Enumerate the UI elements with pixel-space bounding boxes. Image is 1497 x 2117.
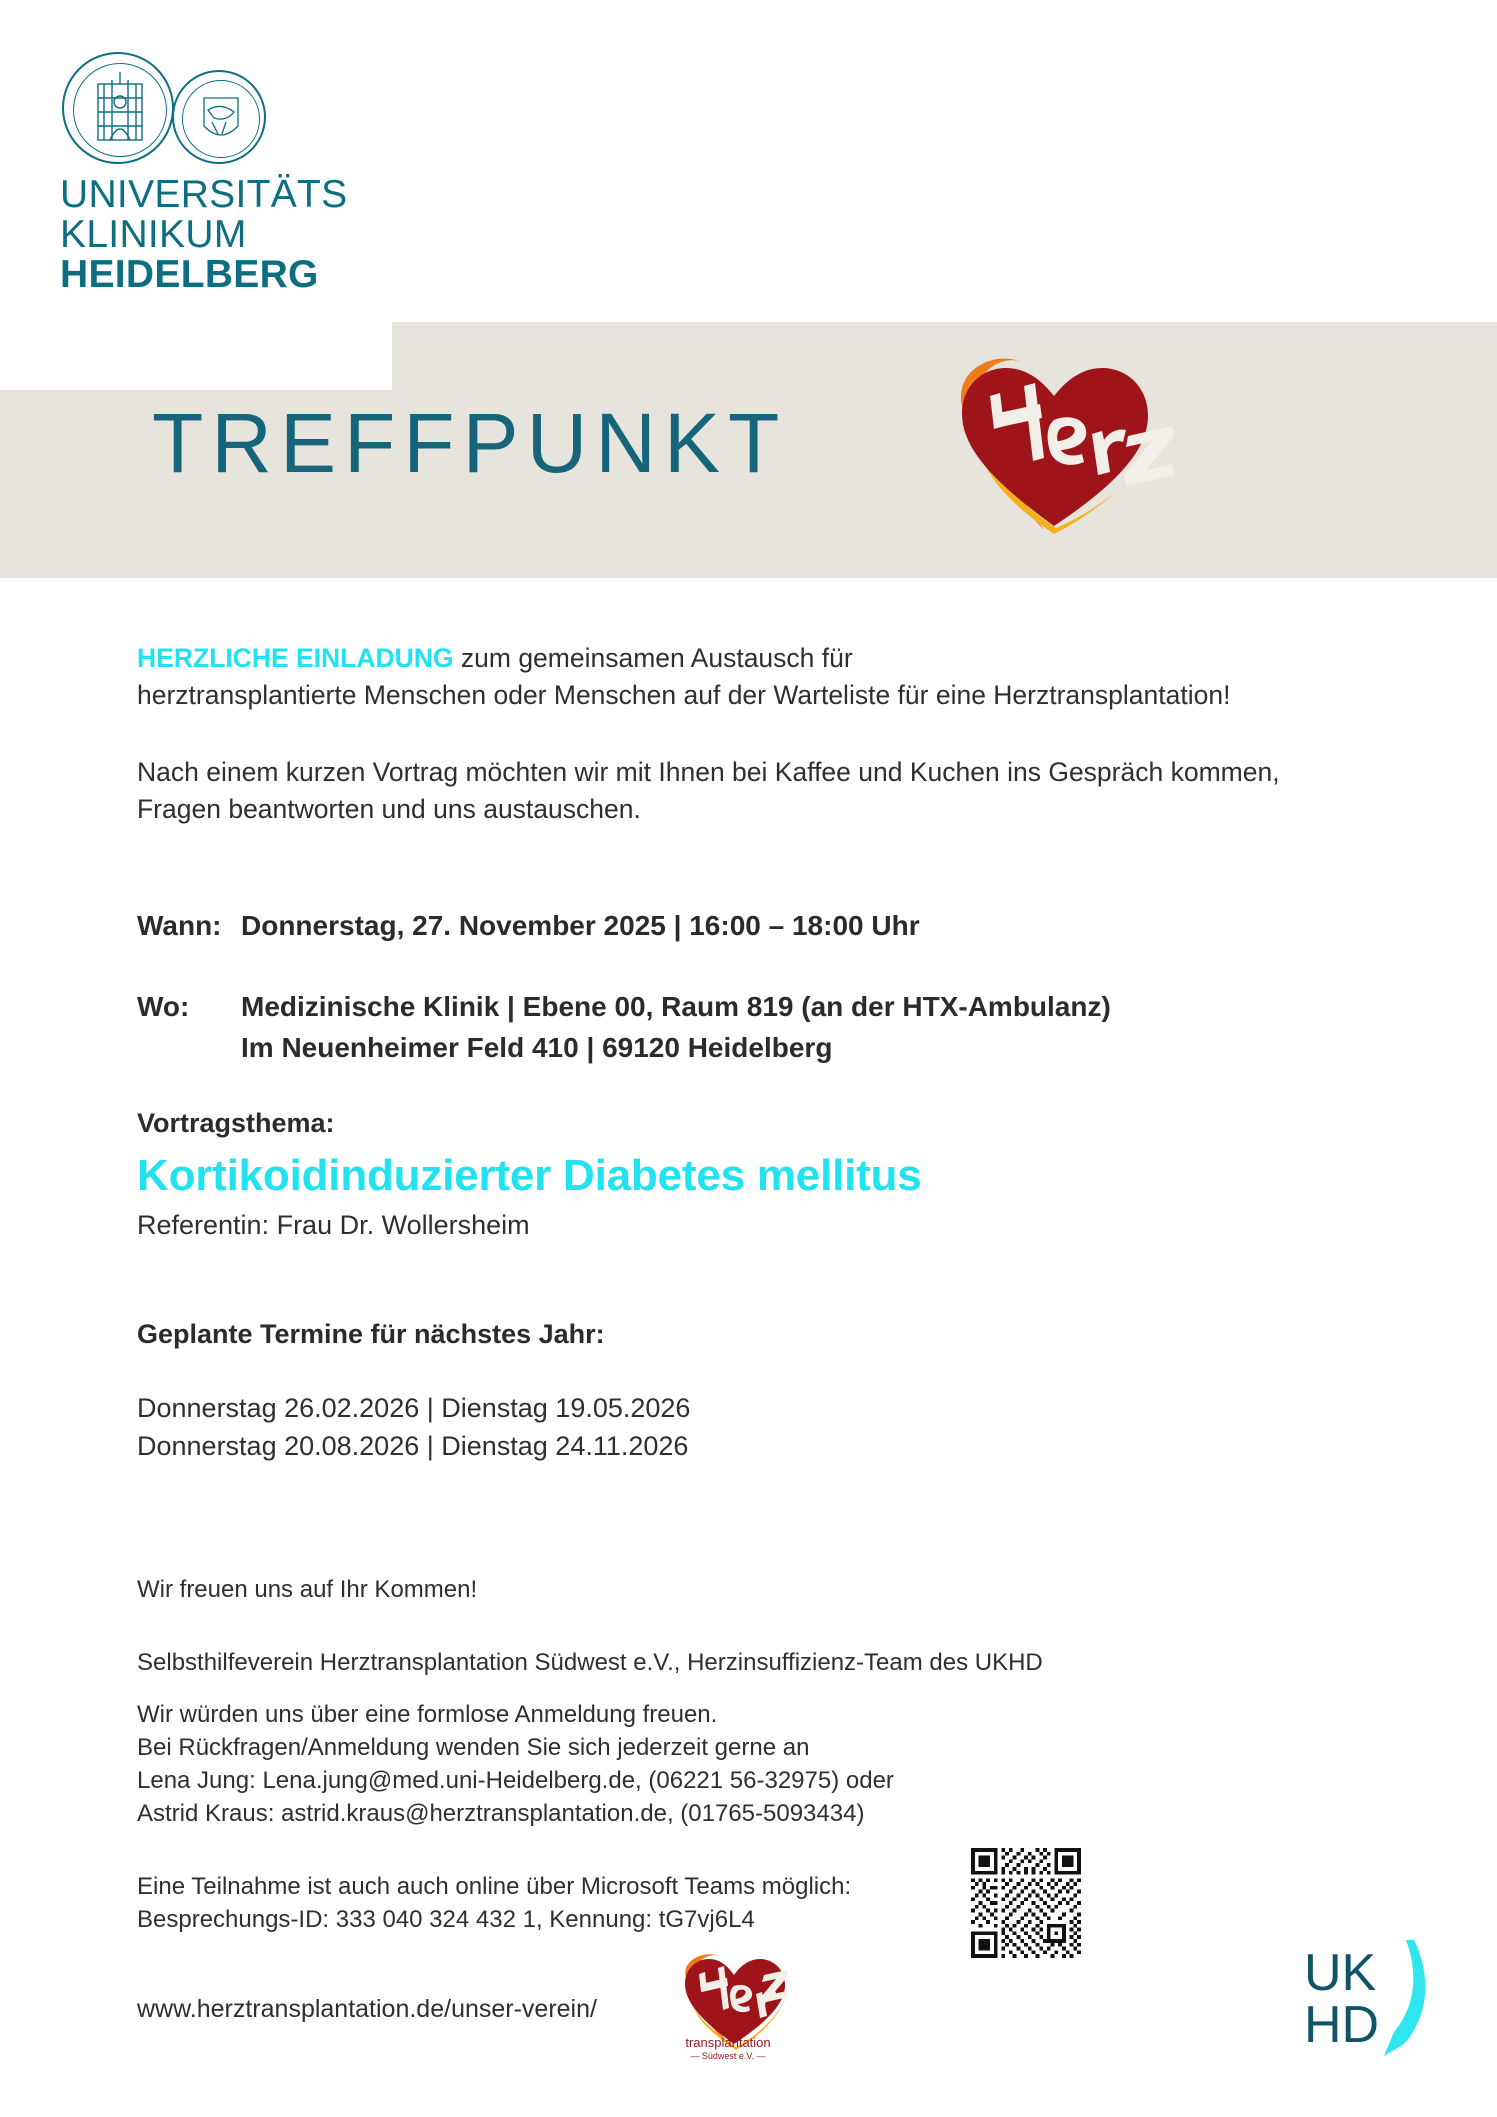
intro-paragraph-2 <box>137 754 1387 828</box>
where-row <box>137 987 1387 1068</box>
contact-lena-jung: Lena Jung: Lena.jung@med.uni-Heidelberg.de, (06221 56-32975) oder <box>137 1766 894 1794</box>
upcoming-heading: Geplante Termine für nächstes Jahr: <box>137 1318 605 1349</box>
intro-paragraph-1 <box>137 640 1387 714</box>
closing-organizers: Selbsthilfeverein Herztransplantation Südwest e.V., Herzinsuffizienz-Team des UKHD <box>137 1649 1043 1677</box>
ukhd-line-1: UK <box>1304 1944 1377 2002</box>
registration-line-1: Wir würden uns über eine formlose Anmeldung freuen. <box>137 1700 718 1728</box>
verein-sub2: — Südwest e.V. — <box>690 2051 766 2061</box>
ukhd-logo <box>1298 1938 1450 2076</box>
medical-faculty-seal-icon <box>172 70 266 164</box>
where-line-2: Im Neuenheimer Feld 410 | 69120 Heidelberg <box>241 1031 833 1063</box>
teams-note <box>137 1870 1387 1936</box>
where-line-1: Medizinische Klinik | Ebene 00, Raum 819 (an der HTX-Ambulanz) <box>241 990 1111 1022</box>
intro-line2: herztransplantierte Menschen oder Menschen auf der Warteliste für eine Herztransplantation! <box>137 680 1231 711</box>
when-label: Wann: <box>137 910 222 942</box>
herz-heart-logo <box>932 348 1194 538</box>
teams-line-1: Eine Teilnahme ist auch auch online über Microsoft Teams möglich: <box>137 1873 852 1900</box>
intro-line1-rest: zum gemeinsamen Austausch für <box>453 643 853 673</box>
teams-qr-code[interactable] <box>970 1848 1082 1958</box>
uk-heidelberg-logo <box>0 0 392 390</box>
teams-meeting-id: Besprechungs-ID: 333 040 324 432 1, Kennung: tG7vj6L4 <box>137 1906 755 1934</box>
verein-website-url[interactable]: www.herztransplantation.de/unser-verein/ <box>137 1995 597 2023</box>
ukhd-line-2: HD <box>1304 1996 1380 2054</box>
verein-sub1: transplantation <box>685 2035 771 2050</box>
wordmark-line-1: UNIVERSITÄTS <box>60 173 348 216</box>
intro-highlight: HERZLICHE EINLADUNG <box>137 643 454 673</box>
where-label: Wo: <box>137 990 190 1022</box>
wordmark-line-3: HEIDELBERG <box>60 252 319 296</box>
talk-title: Kortikoidinduzierter Diabetes mellitus <box>137 1151 922 1201</box>
when-row <box>137 906 1387 947</box>
talk-speaker: Referentin: Frau Dr. Wollersheim <box>137 1209 530 1240</box>
registration-note <box>137 1698 1387 1830</box>
when-value: Donnerstag, 27. November 2025 | 16:00 – 18:00 Uhr <box>241 910 920 942</box>
wordmark-line-2: KLINIKUM <box>60 212 247 256</box>
intro-para2-line2: Fragen beantworten und uns austauschen. <box>137 794 641 825</box>
where-value <box>241 987 1387 1068</box>
contact-astrid-kraus: Astrid Kraus: astrid.kraus@herztransplantation.de, (01765-5093434) <box>137 1799 865 1827</box>
upcoming-dates-row-2: Donnerstag 20.08.2026 | Dienstag 24.11.2026 <box>137 1430 689 1461</box>
university-seals <box>62 52 282 164</box>
talk-section-label: Vortragsthema: <box>137 1108 335 1139</box>
page-title: TREFFPUNKT <box>152 396 788 490</box>
herz-transplantation-suedwest-logo <box>668 1948 788 2066</box>
closing-welcome: Wir freuen uns auf Ihr Kommen! <box>137 1576 478 1604</box>
upcoming-dates-row-1: Donnerstag 26.02.2026 | Dienstag 19.05.2026 <box>137 1392 691 1423</box>
university-seal-icon <box>62 52 174 164</box>
intro-para2-line1: Nach einem kurzen Vortrag möchten wir mit Ihnen bei Kaffee und Kuchen ins Gespräch kommen, <box>137 757 1280 788</box>
registration-line-2: Bei Rückfragen/Anmeldung wenden Sie sich jederzeit gerne an <box>137 1733 810 1761</box>
invitation-body <box>137 640 1387 1936</box>
institution-wordmark <box>60 175 347 294</box>
